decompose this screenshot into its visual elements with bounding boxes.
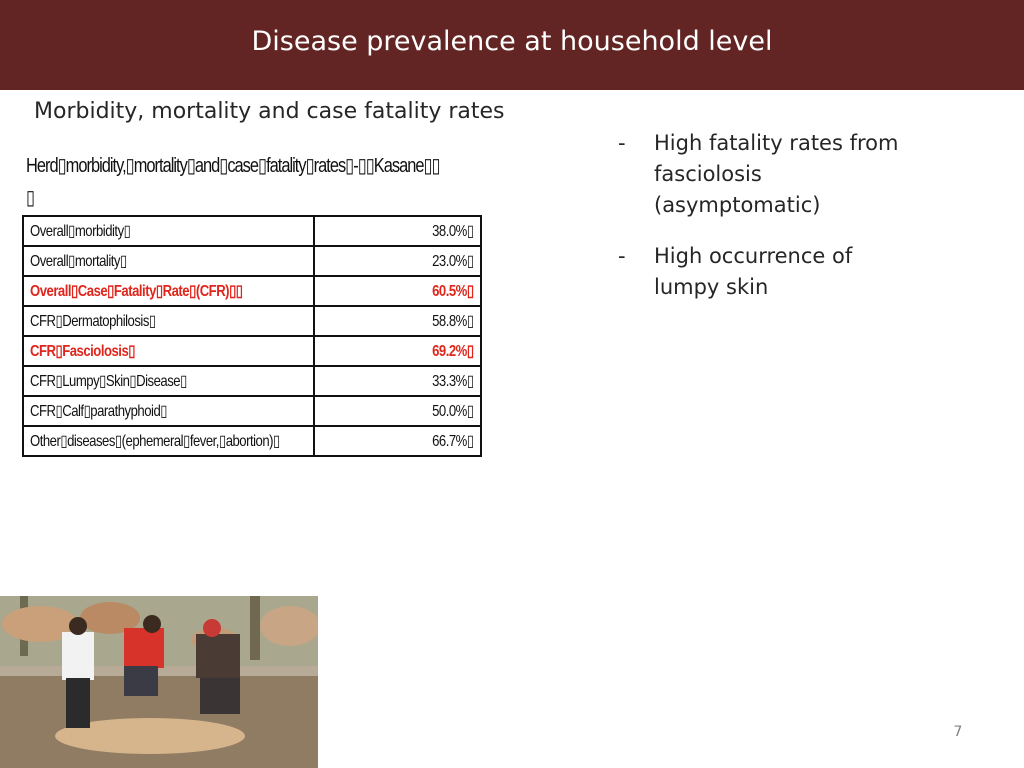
- finding-item: [618, 241, 918, 303]
- row-value: 58.8%▯: [432, 313, 474, 330]
- slide-subtitle: Morbidity, mortality and case fatality rates: [34, 99, 505, 124]
- row-value: 33.3%▯: [432, 373, 474, 390]
- row-label: CFR▯Dermatophilosis▯: [30, 313, 156, 330]
- table-row: [23, 366, 481, 396]
- row-value: 50.0%▯: [432, 403, 474, 420]
- findings-list: [618, 128, 918, 323]
- row-label: CFR▯Lumpy▯Skin▯Disease▯: [30, 373, 187, 390]
- field-photo: [0, 596, 318, 768]
- row-label: Other▯diseases▯(ephemeral▯fever,▯abortion)▯: [30, 433, 280, 450]
- row-label: CFR▯Fasciolosis▯: [30, 343, 135, 360]
- table-row: [23, 246, 481, 276]
- rates-table: [22, 215, 482, 457]
- row-value: 69.2%▯: [432, 343, 474, 360]
- page-number: 7: [953, 724, 963, 740]
- row-value: 23.0%▯: [432, 253, 474, 270]
- table-row: [23, 426, 481, 456]
- row-label: CFR▯Calf▯parathyphoid▯: [30, 403, 168, 420]
- finding-text: High occurrence of lumpy skin: [654, 244, 853, 299]
- slide-title: Disease prevalence at household level: [251, 26, 773, 57]
- table-row-highlighted: [23, 336, 481, 366]
- row-label: Overall▯Case▯Fatality▯Rate▯(CFR)▯▯: [30, 283, 243, 300]
- table-row: [23, 216, 481, 246]
- table-row: [23, 396, 481, 426]
- row-value: 38.0%▯: [432, 223, 474, 240]
- finding-text: High fatality rates from fasciolosis (asymptomatic): [654, 131, 899, 217]
- row-value: 60.5%▯: [432, 283, 474, 300]
- bullet-dash: -: [618, 131, 626, 155]
- bullet-dash: -: [618, 244, 626, 268]
- table-row-highlighted: [23, 276, 481, 306]
- row-value: 66.7%▯: [432, 433, 474, 450]
- slide-header-bar: [0, 0, 1024, 90]
- row-label: Overall▯mortality▯: [30, 253, 127, 270]
- row-label: Overall▯morbidity▯: [30, 223, 131, 240]
- table-row: [23, 306, 481, 336]
- finding-item: [618, 128, 918, 221]
- table-caption: Herd▯morbidity,▯mortality▯and▯case▯fatality▯rates▯-▯▯Kasane▯▯ ▯: [26, 155, 440, 209]
